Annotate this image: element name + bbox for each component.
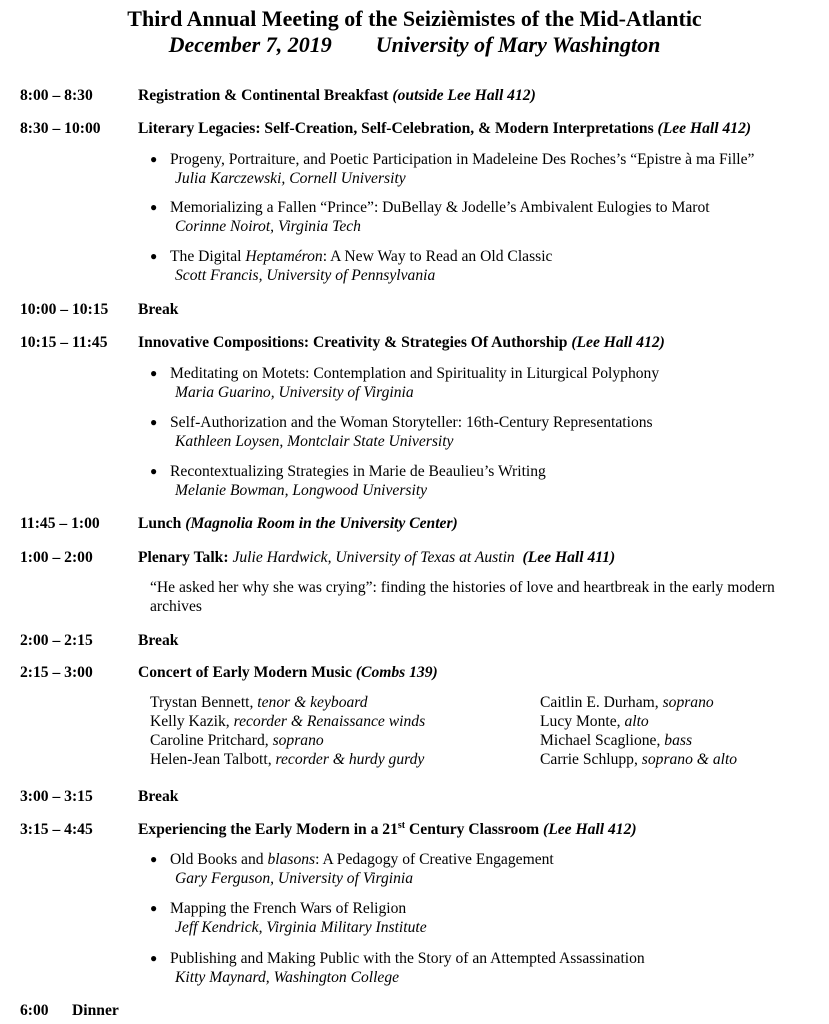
talk-title: Old Books and blasons: A Pedagogy of Creative Engagement xyxy=(170,851,554,868)
talk-item xyxy=(150,247,552,285)
talk-title: Progeny, Portraiture, and Poetic Participation in Madeleine Des Roches’s “Epistre à ma Fille” xyxy=(170,151,755,168)
session-time: 2:00 – 2:15 xyxy=(20,632,93,649)
talk-item xyxy=(150,364,659,402)
talk-speaker: Maria Guarino, University of Virginia xyxy=(175,384,414,401)
talk-speaker: Kathleen Loysen, Montclair State University xyxy=(175,433,454,450)
talk-speaker: Melanie Bowman, Longwood University xyxy=(175,482,428,499)
plenary-speaker: Julie Hardwick, University of Texas at Austin xyxy=(232,549,515,566)
session-title: Innovative Compositions: Creativity & Strategies Of Authorship (Lee Hall 412) xyxy=(138,334,665,351)
session-title: Break xyxy=(138,301,179,318)
bullet-icon: ● xyxy=(150,415,158,429)
session-title: Concert of Early Modern Music (Combs 139) xyxy=(138,664,438,681)
performer-list-right xyxy=(540,693,737,769)
session-location: (Lee Hall 411) xyxy=(522,549,616,566)
talk-title: Mapping the French Wars of Religion xyxy=(170,900,407,917)
talk-speaker: Scott Francis, University of Pennsylvania xyxy=(175,267,436,284)
program-date: December 7, 2019 xyxy=(168,32,332,57)
session-location: (Lee Hall 412) xyxy=(543,821,637,838)
session-title: Dinner xyxy=(72,1002,119,1019)
bullet-icon: ● xyxy=(150,152,158,166)
talk-speaker: Corinne Noirot, Virginia Tech xyxy=(175,218,361,235)
talk-item xyxy=(150,198,710,236)
session-time: 3:15 – 4:45 xyxy=(20,821,93,838)
performer: Helen-Jean Talbott, recorder & hurdy gurdy xyxy=(150,751,425,768)
talk-title: Self-Authorization and the Woman Storyteller: 16th-Century Representations xyxy=(170,414,653,431)
program-subtitle xyxy=(0,32,829,58)
talk-item xyxy=(150,899,427,937)
performer: Carrie Schlupp, soprano & alto xyxy=(540,751,738,768)
performer-list-left xyxy=(150,693,425,769)
program-venue: University of Mary Washington xyxy=(375,32,661,57)
talk-speaker: Julia Karczewski, Cornell University xyxy=(175,170,406,187)
plenary-description: “He asked her why she was crying”: finding the histories of love and heartbreak in the early modern archives xyxy=(150,579,775,615)
session-time: 10:15 – 11:45 xyxy=(20,334,108,351)
session-title: Literary Legacies: Self-Creation, Self-Celebration, & Modern Interpretations (Lee Hall 412) xyxy=(138,120,752,137)
session-time: 6:00 xyxy=(20,1002,49,1019)
performer: Kelly Kazik, recorder & Renaissance winds xyxy=(150,713,426,730)
program-header xyxy=(0,6,829,58)
bullet-icon: ● xyxy=(150,464,158,478)
talk-title: Recontextualizing Strategies in Marie de Beaulieu’s Writing xyxy=(170,463,546,480)
talk-item xyxy=(150,949,645,987)
talk-item xyxy=(150,850,554,888)
bullet-icon: ● xyxy=(150,901,158,915)
program-title: Third Annual Meeting of the Seizièmistes of the Mid-Atlantic xyxy=(127,6,702,31)
performer: Caroline Pritchard, soprano xyxy=(150,732,324,749)
session-location: (Magnolia Room in the University Center) xyxy=(185,515,458,532)
talk-speaker: Jeff Kendrick, Virginia Military Institute xyxy=(175,919,427,936)
session-time: 1:00 – 2:00 xyxy=(20,549,93,566)
bullet-icon: ● xyxy=(150,200,158,214)
talk-title: The Digital Heptaméron: A New Way to Read an Old Classic xyxy=(170,248,553,265)
session-time: 11:45 – 1:00 xyxy=(20,515,100,532)
talk-title: Meditating on Motets: Contemplation and Spirituality in Liturgical Polyphony xyxy=(170,365,660,382)
bullet-icon: ● xyxy=(150,249,158,263)
bullet-icon: ● xyxy=(150,366,158,380)
bullet-icon: ● xyxy=(150,852,158,866)
session-title: Registration & Continental Breakfast (outside Lee Hall 412) xyxy=(138,87,536,104)
performer: Caitlin E. Durham, soprano xyxy=(540,694,714,711)
session-location: (Lee Hall 412) xyxy=(571,334,665,351)
performer: Trystan Bennett, tenor & keyboard xyxy=(150,694,368,711)
session-time: 8:30 – 10:00 xyxy=(20,120,101,137)
performer: Lucy Monte, alto xyxy=(540,713,649,730)
session-location: (outside Lee Hall 412) xyxy=(392,87,536,104)
talk-title: Publishing and Making Public with the Story of an Attempted Assassination xyxy=(170,950,645,967)
session-time: 3:00 – 3:15 xyxy=(20,788,93,805)
session-location: (Lee Hall 412) xyxy=(657,120,752,137)
talk-item xyxy=(150,462,546,500)
bullet-icon: ● xyxy=(150,951,158,965)
session-title: Break xyxy=(138,632,179,649)
session-title: Plenary Talk: Julie Hardwick, University of Texas at Austin (Lee Hall 411) xyxy=(138,549,616,566)
session-location: (Combs 139) xyxy=(355,664,438,681)
session-time: 8:00 – 8:30 xyxy=(20,87,93,104)
session-time: 2:15 – 3:00 xyxy=(20,664,93,681)
performer: Michael Scaglione, bass xyxy=(540,732,693,749)
talk-speaker: Gary Ferguson, University of Virginia xyxy=(175,870,414,887)
session-title: Lunch (Magnolia Room in the University Center) xyxy=(138,515,458,532)
session-title: Experiencing the Early Modern in a 21st Century Classroom (Lee Hall 412) xyxy=(138,819,637,838)
talk-item xyxy=(150,150,754,188)
talk-speaker: Kitty Maynard, Washington College xyxy=(175,969,400,986)
talk-title: Memorializing a Fallen “Prince”: DuBellay & Jodelle’s Ambivalent Eulogies to Marot xyxy=(170,199,710,216)
session-title: Break xyxy=(138,788,179,805)
session-time: 10:00 – 10:15 xyxy=(20,301,109,318)
talk-item xyxy=(150,413,653,451)
